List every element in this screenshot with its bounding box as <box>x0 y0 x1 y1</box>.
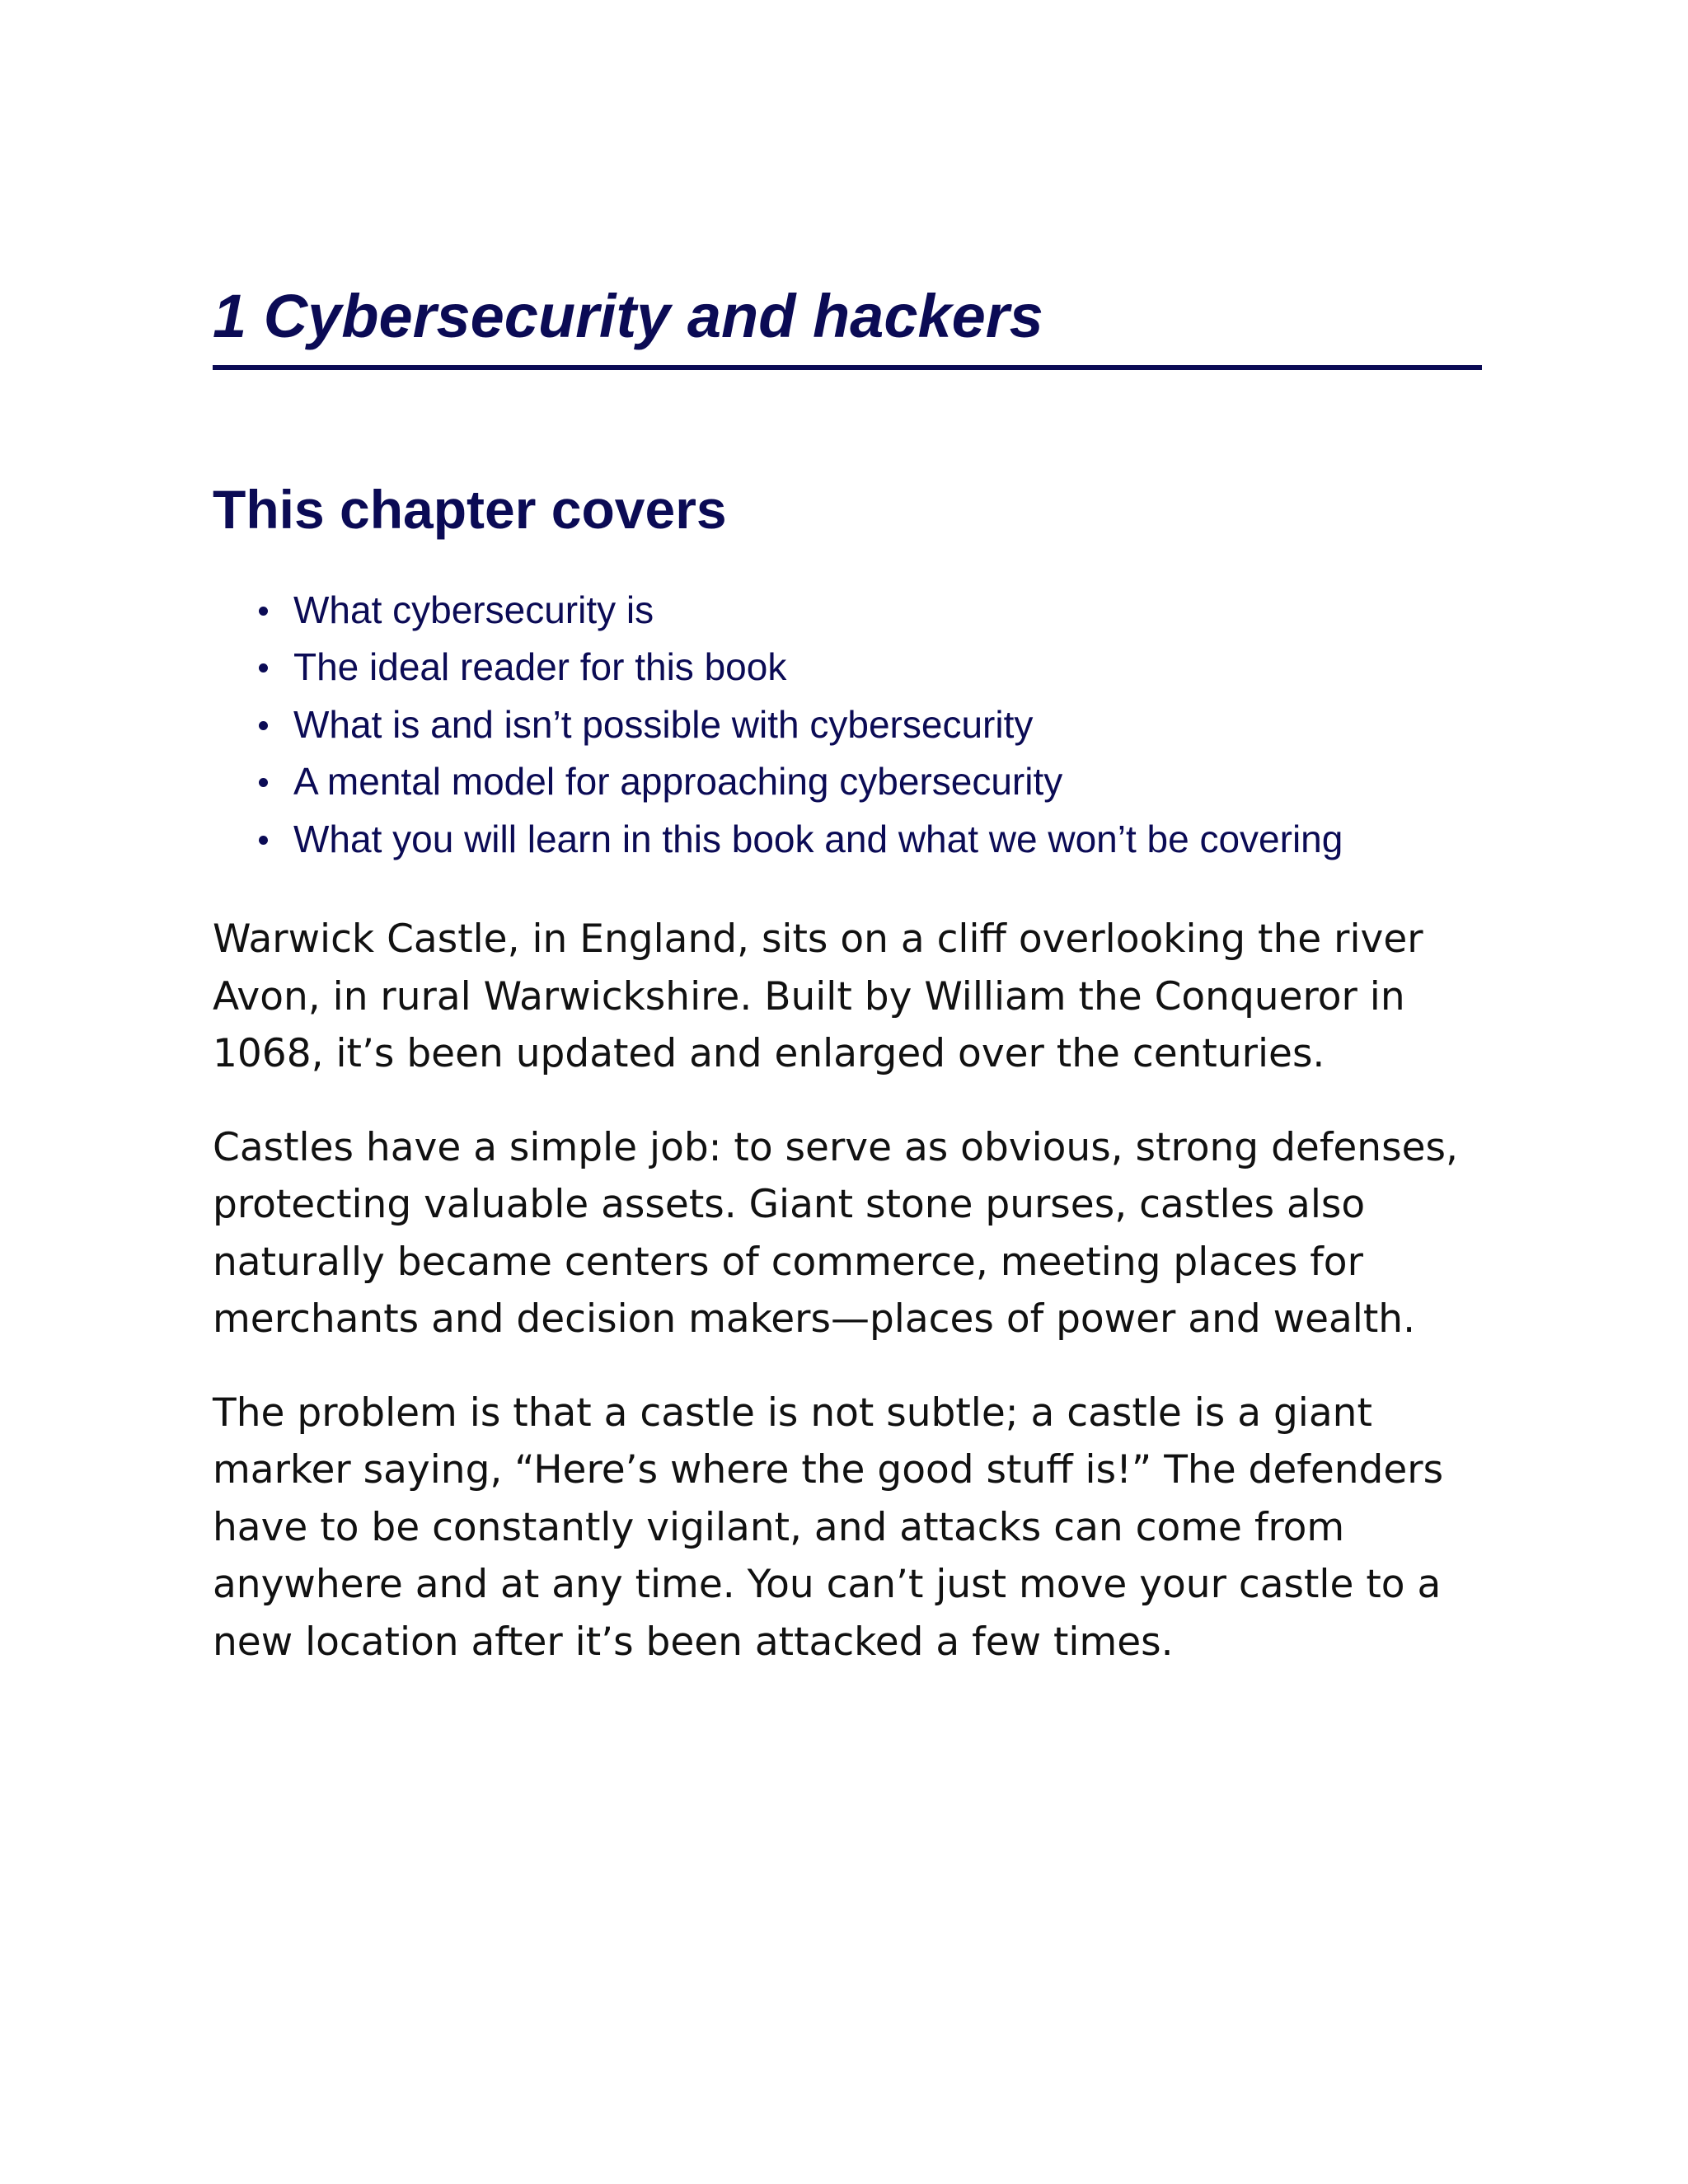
list-item-text: What cybersecurity is <box>293 588 654 631</box>
bullet-icon <box>259 663 268 673</box>
list-item <box>259 582 1482 640</box>
bullet-icon <box>259 607 268 616</box>
list-item <box>259 753 1482 811</box>
chapter-covers-list <box>213 582 1482 869</box>
chapter-title: 1 Cybersecurity and hackers <box>213 280 1482 370</box>
list-item-text: The ideal reader for this book <box>293 645 787 689</box>
bullet-icon <box>259 721 268 730</box>
list-item-text: What you will learn in this book and what we won’t be covering <box>293 817 1343 860</box>
list-item-text: What is and isn’t possible with cybersecurity <box>293 702 1034 746</box>
chapter-covers-heading: This chapter covers <box>213 478 727 540</box>
document-page <box>213 280 1482 1671</box>
list-item <box>259 811 1482 869</box>
body-paragraph: Castles have a simple job: to serve as obvious, strong defenses, protecting valuable assets. Giant stone purses, castles also naturally became centers of commerce, meeting places for merchants and decision makers—places of power and wealth. <box>213 1124 1458 1343</box>
body-paragraph: Warwick Castle, in England, sits on a cliff overlooking the river Avon, in rural Warwickshire. Built by William the Conqueror in 1068, it’s been updated and enlarged over the centuries. <box>213 916 1423 1077</box>
list-item <box>259 696 1482 754</box>
list-item-text: A mental model for approaching cybersecurity <box>293 760 1063 804</box>
list-item <box>259 639 1482 696</box>
body-paragraph: The problem is that a castle is not subtle; a castle is a giant marker saying, “Here’s where the good stuff is!” The defenders have to be constantly vigilant, and attacks can come from anywhere and at any time. You can’t just move your castle to a new location after it’s been attacked a few times. <box>213 1390 1444 1665</box>
bullet-icon <box>259 836 268 845</box>
bullet-icon <box>259 778 268 787</box>
